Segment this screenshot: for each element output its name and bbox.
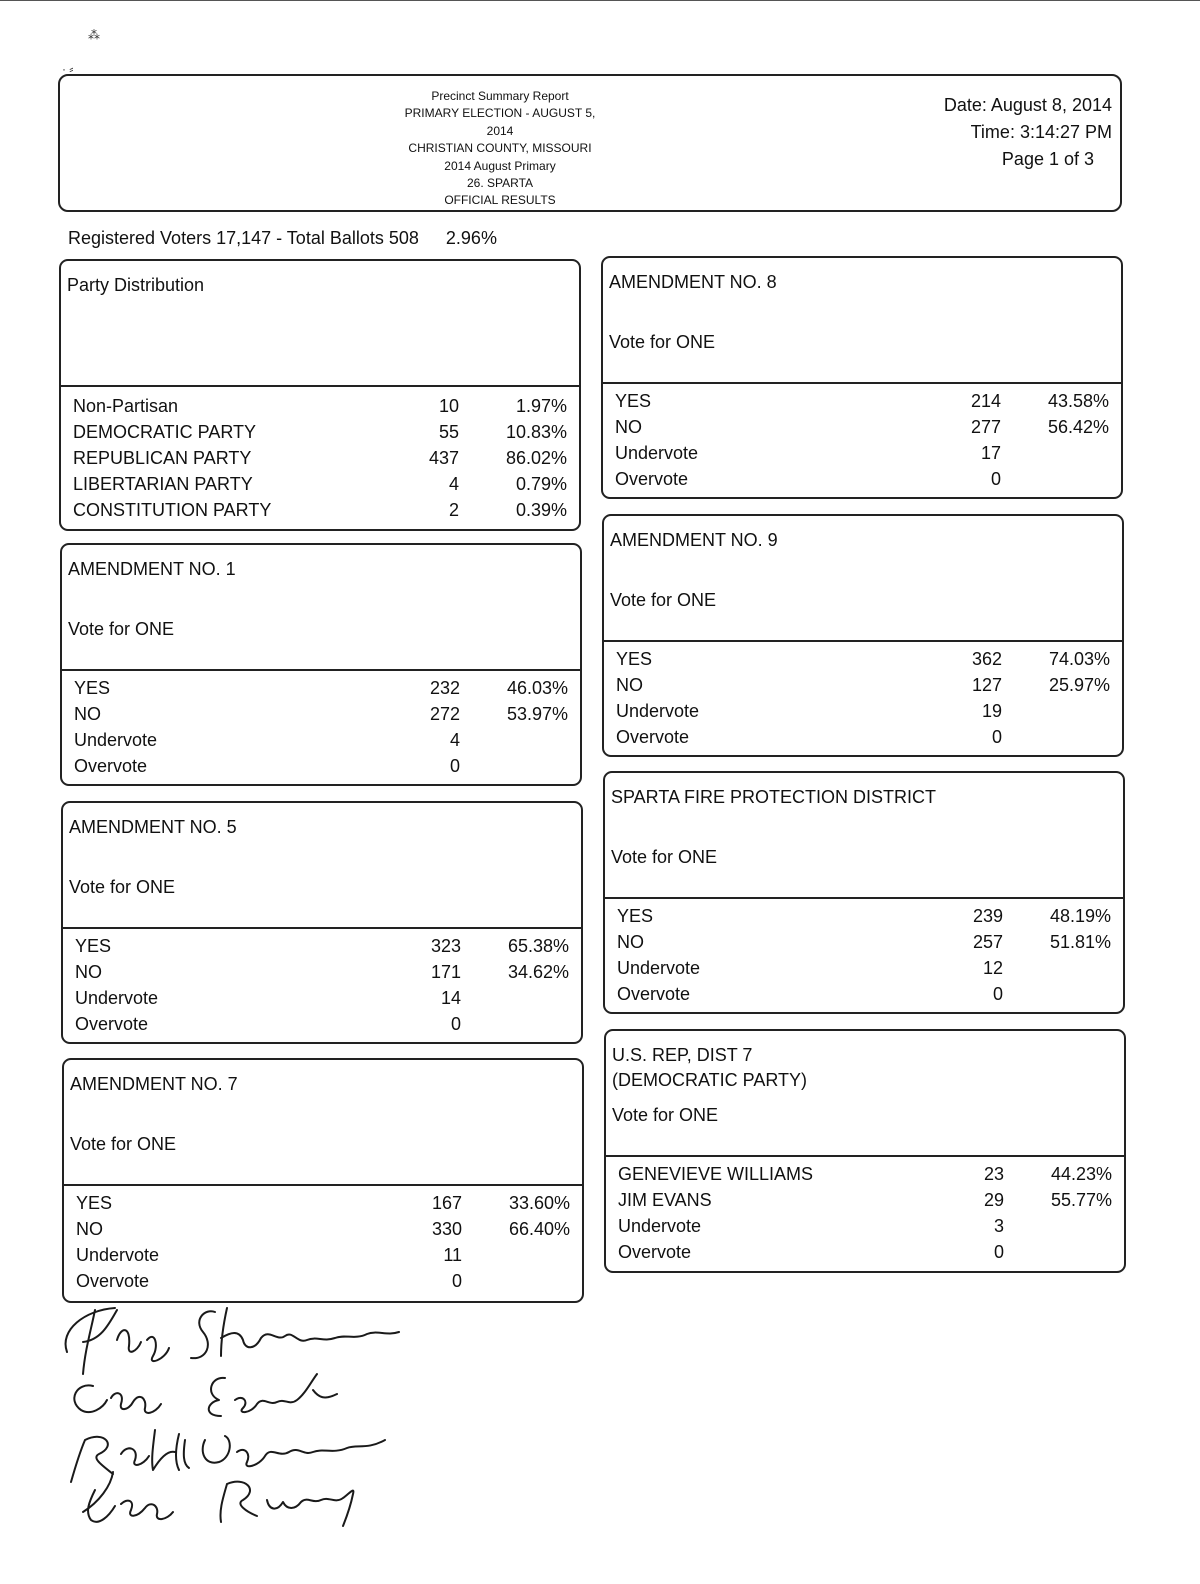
table-row bbox=[61, 419, 579, 445]
table-row bbox=[604, 698, 1122, 724]
contest-rows bbox=[63, 933, 581, 1037]
contest-box-us-rep-dist-7 bbox=[604, 1029, 1126, 1273]
row-count: 2 bbox=[448, 500, 459, 520]
contest-rows bbox=[606, 1161, 1124, 1265]
row-name: Overvote bbox=[616, 727, 690, 747]
row-count: 29 bbox=[983, 1190, 1004, 1210]
row-percent: 25.97% bbox=[1048, 675, 1110, 695]
row-count: 127 bbox=[971, 675, 1002, 695]
row-count: 4 bbox=[448, 474, 459, 494]
report-date: Date: August 8, 2014 bbox=[943, 95, 1112, 115]
row-count: 0 bbox=[451, 1271, 462, 1291]
registration-summary bbox=[68, 228, 497, 249]
row-count: 171 bbox=[430, 962, 461, 982]
row-count: 0 bbox=[450, 1014, 461, 1034]
table-row bbox=[605, 903, 1123, 929]
row-count: 277 bbox=[970, 417, 1001, 437]
row-name: DEMOCRATIC PARTY bbox=[73, 422, 257, 442]
table-row bbox=[605, 981, 1123, 1007]
row-name: YES bbox=[76, 1193, 113, 1213]
table-row bbox=[606, 1239, 1124, 1265]
contest-box-amendment-7 bbox=[62, 1058, 584, 1303]
vote-for-label: Vote for ONE bbox=[611, 847, 718, 867]
signatures bbox=[55, 1290, 415, 1530]
row-name: YES bbox=[74, 678, 111, 698]
row-percent: 48.19% bbox=[1049, 906, 1111, 926]
row-percent: 65.38% bbox=[507, 936, 569, 956]
row-count: 23 bbox=[983, 1164, 1004, 1184]
box-title bbox=[70, 1072, 238, 1097]
divider bbox=[606, 1155, 1124, 1157]
results-status: OFFICIAL RESULTS bbox=[444, 193, 556, 208]
title-line: U.S. REP, DIST 7 bbox=[612, 1045, 753, 1065]
table-row bbox=[64, 1242, 582, 1268]
table-row bbox=[63, 933, 581, 959]
row-count: 19 bbox=[981, 701, 1002, 721]
table-row bbox=[64, 1190, 582, 1216]
row-percent: 0.39% bbox=[515, 500, 567, 520]
row-count: 362 bbox=[971, 649, 1002, 669]
report-meta bbox=[944, 92, 1112, 173]
box-title bbox=[69, 815, 237, 840]
contest-box-amendment-5 bbox=[61, 801, 583, 1044]
table-row bbox=[64, 1216, 582, 1242]
row-name: YES bbox=[616, 649, 653, 669]
row-count: 437 bbox=[428, 448, 459, 468]
table-row bbox=[604, 646, 1122, 672]
box-title bbox=[68, 557, 236, 582]
table-row bbox=[606, 1213, 1124, 1239]
row-percent: 56.42% bbox=[1047, 417, 1109, 437]
row-percent: 44.23% bbox=[1050, 1164, 1112, 1184]
county-name: CHRISTIAN COUNTY, MISSOURI bbox=[408, 141, 592, 156]
contest-box-sparta-fire bbox=[603, 771, 1125, 1014]
row-count: 0 bbox=[990, 469, 1001, 489]
row-name: LIBERTARIAN PARTY bbox=[73, 474, 253, 494]
scan-mark: · ⸗ bbox=[62, 62, 74, 76]
report-time: Time: 3:14:27 PM bbox=[970, 122, 1112, 142]
election-name: PRIMARY ELECTION - AUGUST 5, 2014 bbox=[404, 106, 596, 138]
row-name: REPUBLICAN PARTY bbox=[73, 448, 252, 468]
contest-rows bbox=[603, 388, 1121, 492]
row-name: Undervote bbox=[75, 988, 159, 1008]
row-count: 0 bbox=[449, 756, 460, 776]
row-percent: 0.79% bbox=[515, 474, 567, 494]
scan-top-edge bbox=[0, 0, 1200, 7]
row-name: Overvote bbox=[617, 984, 691, 1004]
box-title bbox=[612, 1043, 807, 1093]
table-row bbox=[61, 393, 579, 419]
row-percent: 53.97% bbox=[506, 704, 568, 724]
row-count: 239 bbox=[972, 906, 1003, 926]
vote-for-label: Vote for ONE bbox=[612, 1105, 719, 1125]
contest-rows bbox=[64, 1190, 582, 1294]
row-percent: 43.58% bbox=[1047, 391, 1109, 411]
row-count: 232 bbox=[429, 678, 460, 698]
row-count: 3 bbox=[993, 1216, 1004, 1236]
table-row bbox=[62, 727, 580, 753]
vote-for-label: Vote for ONE bbox=[609, 332, 716, 352]
registered-voters-text: Registered Voters 17,147 - Total Ballots 508 bbox=[68, 228, 419, 248]
table-row bbox=[61, 497, 579, 523]
row-count: 0 bbox=[991, 727, 1002, 747]
row-name: JIM EVANS bbox=[618, 1190, 712, 1210]
contest-rows bbox=[605, 903, 1123, 1007]
row-count: 10 bbox=[438, 396, 459, 416]
title-line: AMENDMENT NO. 9 bbox=[610, 530, 778, 550]
table-row bbox=[63, 1011, 581, 1037]
contest-rows bbox=[604, 646, 1122, 750]
election-label: 2014 August Primary bbox=[444, 158, 556, 173]
box-title bbox=[609, 270, 777, 295]
row-name: NO bbox=[76, 1219, 103, 1239]
row-name: Overvote bbox=[76, 1271, 150, 1291]
row-percent: 66.40% bbox=[508, 1219, 570, 1239]
signature-3 bbox=[71, 1430, 385, 1482]
row-name: NO bbox=[617, 932, 644, 952]
table-row bbox=[62, 675, 580, 701]
row-name: NO bbox=[615, 417, 642, 437]
row-count: 167 bbox=[431, 1193, 462, 1213]
title-line: AMENDMENT NO. 5 bbox=[69, 817, 237, 837]
box-title: Party Distribution bbox=[67, 275, 205, 295]
table-row bbox=[606, 1187, 1124, 1213]
divider bbox=[64, 1184, 582, 1186]
table-row bbox=[605, 929, 1123, 955]
table-row bbox=[603, 466, 1121, 492]
row-name: NO bbox=[75, 962, 102, 982]
signature-2 bbox=[74, 1374, 337, 1416]
vote-for-label: Vote for ONE bbox=[69, 877, 176, 897]
row-count: 55 bbox=[438, 422, 459, 442]
row-name: CONSTITUTION PARTY bbox=[73, 500, 272, 520]
title-line: AMENDMENT NO. 8 bbox=[609, 272, 777, 292]
table-row bbox=[604, 724, 1122, 750]
row-count: 323 bbox=[430, 936, 461, 956]
row-percent: 86.02% bbox=[505, 448, 567, 468]
turnout-percent: 2.96% bbox=[445, 228, 497, 248]
signature-4 bbox=[83, 1472, 353, 1526]
table-row bbox=[603, 414, 1121, 440]
row-percent: 46.03% bbox=[506, 678, 568, 698]
row-name: Undervote bbox=[615, 443, 699, 463]
table-row bbox=[61, 471, 579, 497]
table-row bbox=[605, 955, 1123, 981]
table-row bbox=[604, 672, 1122, 698]
row-name: Undervote bbox=[76, 1245, 160, 1265]
row-percent: 33.60% bbox=[508, 1193, 570, 1213]
row-name: GENEVIEVE WILLIAMS bbox=[618, 1164, 814, 1184]
row-percent: 51.81% bbox=[1049, 932, 1111, 952]
row-name: Undervote bbox=[616, 701, 700, 721]
table-row bbox=[606, 1161, 1124, 1187]
row-count: 17 bbox=[980, 443, 1001, 463]
table-row bbox=[63, 985, 581, 1011]
row-name: Undervote bbox=[617, 958, 701, 978]
row-name: YES bbox=[75, 936, 112, 956]
row-name: YES bbox=[615, 391, 652, 411]
row-name: Non-Partisan bbox=[73, 396, 179, 416]
contest-box-amendment-9 bbox=[602, 514, 1124, 757]
row-count: 0 bbox=[992, 984, 1003, 1004]
table-row bbox=[603, 440, 1121, 466]
contest-rows bbox=[62, 675, 580, 779]
row-percent: 1.97% bbox=[515, 396, 567, 416]
row-count: 4 bbox=[449, 730, 460, 750]
page-number: Page 1 of 3 bbox=[1001, 149, 1094, 169]
title-line: AMENDMENT NO. 7 bbox=[70, 1074, 238, 1094]
row-count: 330 bbox=[431, 1219, 462, 1239]
row-percent: 55.77% bbox=[1050, 1190, 1112, 1210]
box-title bbox=[611, 785, 936, 810]
title-line: (DEMOCRATIC PARTY) bbox=[612, 1070, 808, 1090]
vote-for-label: Vote for ONE bbox=[610, 590, 717, 610]
row-name: NO bbox=[616, 675, 643, 695]
row-name: Overvote bbox=[618, 1242, 692, 1262]
report-title-block bbox=[390, 88, 610, 210]
row-count: 14 bbox=[440, 988, 461, 1008]
row-name: YES bbox=[617, 906, 654, 926]
row-name: Undervote bbox=[618, 1216, 702, 1236]
row-count: 12 bbox=[982, 958, 1003, 978]
row-percent: 74.03% bbox=[1048, 649, 1110, 669]
party-rows bbox=[61, 393, 579, 523]
report-header bbox=[58, 74, 1122, 212]
row-name: Overvote bbox=[75, 1014, 149, 1034]
table-row bbox=[61, 445, 579, 471]
row-percent: 34.62% bbox=[507, 962, 569, 982]
title-line: SPARTA FIRE PROTECTION DISTRICT bbox=[611, 787, 937, 807]
contest-box-amendment-8 bbox=[601, 256, 1123, 499]
row-count: 214 bbox=[970, 391, 1001, 411]
table-row bbox=[63, 959, 581, 985]
divider bbox=[603, 382, 1121, 384]
scan-mark: ⁂ bbox=[88, 28, 100, 42]
box-title bbox=[610, 528, 778, 553]
vote-for-label: Vote for ONE bbox=[68, 619, 175, 639]
signature-1 bbox=[66, 1308, 399, 1374]
row-count: 0 bbox=[993, 1242, 1004, 1262]
table-row bbox=[62, 753, 580, 779]
row-percent: 10.83% bbox=[505, 422, 567, 442]
row-count: 11 bbox=[443, 1245, 462, 1265]
row-count: 272 bbox=[429, 704, 460, 724]
report-title: Precinct Summary Report bbox=[431, 89, 569, 103]
row-name: Undervote bbox=[74, 730, 158, 750]
table-row bbox=[62, 701, 580, 727]
contest-box-amendment-1 bbox=[60, 543, 582, 786]
precinct-name: 26. SPARTA bbox=[466, 176, 534, 191]
row-name: Overvote bbox=[74, 756, 148, 776]
vote-for-label: Vote for ONE bbox=[70, 1134, 177, 1154]
title-line: AMENDMENT NO. 1 bbox=[68, 559, 236, 579]
divider bbox=[63, 927, 581, 929]
divider bbox=[61, 385, 579, 387]
party-distribution-box bbox=[59, 259, 581, 531]
row-name: Overvote bbox=[615, 469, 689, 489]
divider bbox=[62, 669, 580, 671]
divider bbox=[605, 897, 1123, 899]
row-name: NO bbox=[74, 704, 101, 724]
row-count: 257 bbox=[972, 932, 1003, 952]
divider bbox=[604, 640, 1122, 642]
table-row bbox=[603, 388, 1121, 414]
